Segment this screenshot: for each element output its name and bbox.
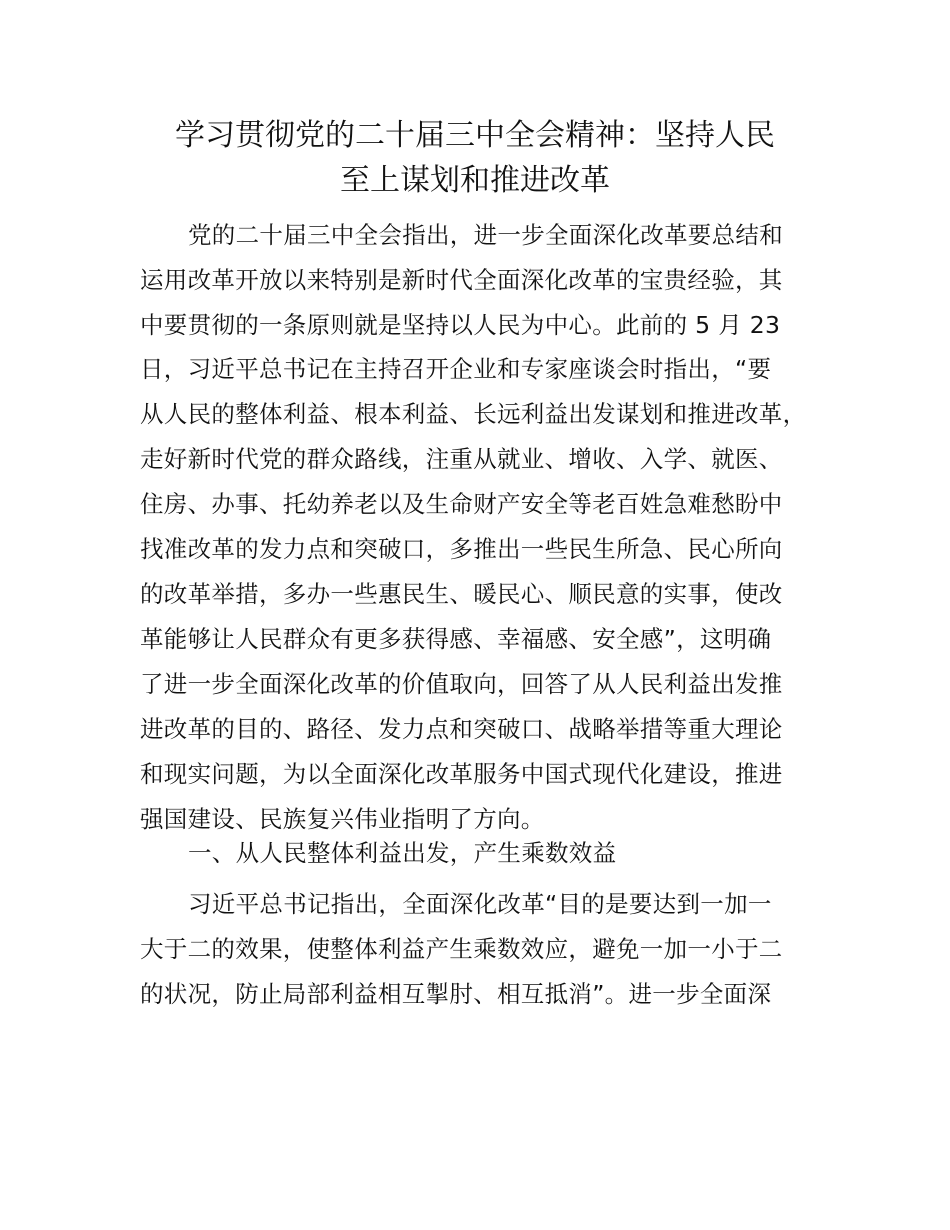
paragraph-line: 大于二的效果，使整体利益产生乘数效应，避免一加一小于二 [140,935,783,963]
paragraph-line: 找准改革的发力点和突破口，多推出一些民生所急、民心所向 [140,535,783,563]
paragraph-line: 了进一步全面深化改革的价值取向，回答了从人民利益出发推 [140,670,783,698]
paragraph-line: 强国建设、民族复兴伟业指明了方向。 [140,805,545,833]
document-title-line-2: 至上谋划和推进改革 [340,163,610,198]
paragraph-line: 走好新时代党的群众路线，注重从就业、增收、入学、就医、 [140,445,783,473]
document-title-line-1: 学习贯彻党的二十届三中全会精神：坚持人民 [175,118,775,153]
paragraph-line: 进改革的目的、路径、发力点和突破口、战略举措等重大理论 [140,715,783,743]
paragraph-line: 住房、办事、托幼养老以及生命财产安全等老百姓急难愁盼中 [140,490,783,518]
paragraph-line: 的改革举措，多办一些惠民生、暖民心、顺民意的实事，使改 [140,580,783,608]
section-heading-1: 一、从人民整体利益出发，产生乘数效益 [188,839,617,867]
paragraph-line: 从人民的整体利益、根本利益、长远利益出发谋划和推进改革， [140,400,807,428]
paragraph-line: 的状况，防止局部利益相互掣肘、相互抵消”。进一步全面深 [140,980,772,1008]
paragraph-line: 和现实问题，为以全面深化改革服务中国式现代化建设，推进 [140,760,783,788]
paragraph-line: 运用改革开放以来特别是新时代全面深化改革的宝贵经验，其 [140,266,783,294]
paragraph-line: 习近平总书记指出，全面深化改革“目的是要达到一加一 [188,890,772,918]
paragraph-line: 日，习近平总书记在主持召开企业和专家座谈会时指出，“要 [140,355,772,383]
paragraph-line: 革能够让人民群众有更多获得感、幸福感、安全感”，这明确 [140,625,772,653]
paragraph-line: 党的二十届三中全会指出，进一步全面深化改革要总结和 [188,221,783,249]
paragraph-line: 中要贯彻的一条原则就是坚持以人民为中心。此前的 5 月 23 [140,311,781,339]
